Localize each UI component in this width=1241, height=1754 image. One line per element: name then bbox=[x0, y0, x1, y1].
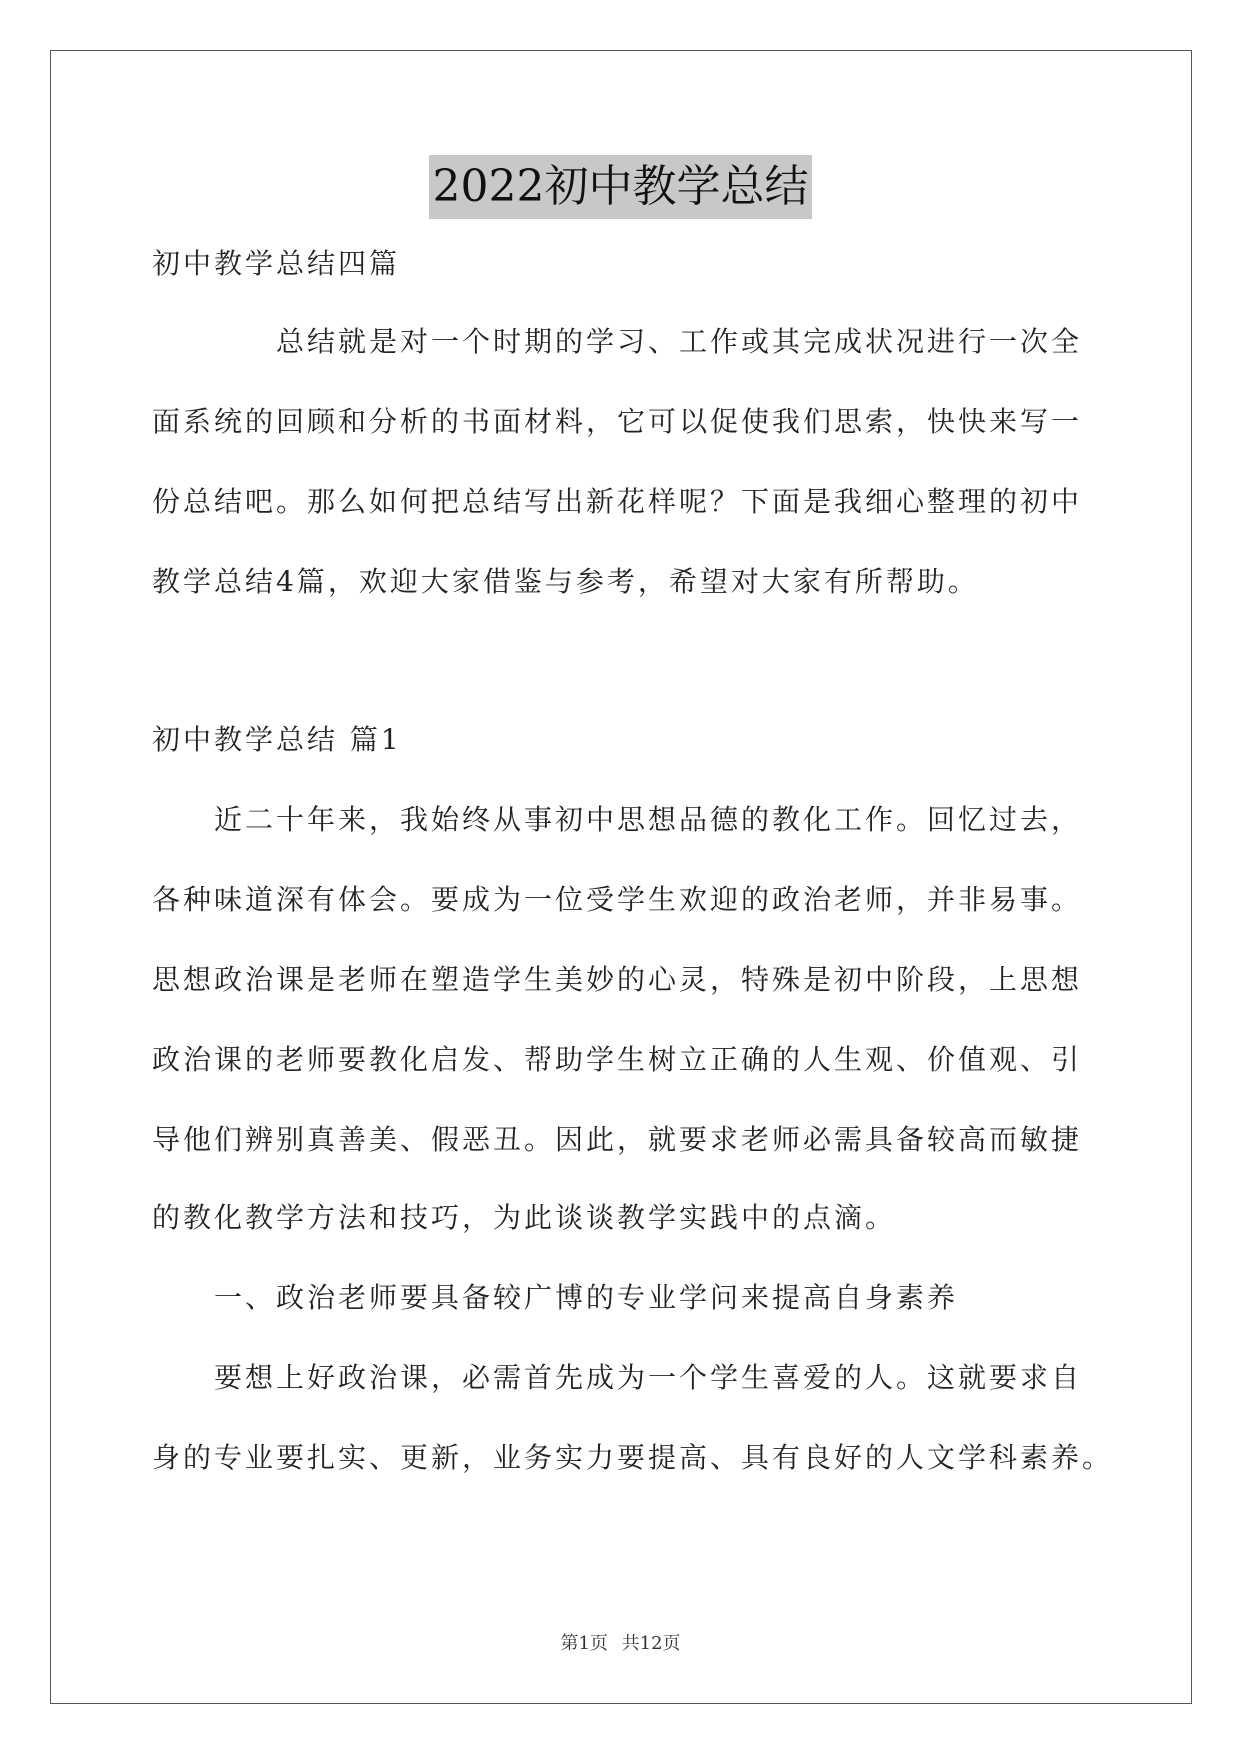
text-line: 各种味道深有体会。要成为一位受学生欢迎的政治老师，并非易事。 bbox=[152, 883, 1083, 916]
text-line: 要想上好政治课，必需首先成为一个学生喜爱的人。这就要求自 bbox=[152, 1361, 1083, 1394]
subtitle: 初中教学总结四篇 bbox=[152, 247, 401, 280]
text-line: 面系统的回顾和分析的书面材料，它可以促使我们思索，快快来写一 bbox=[152, 405, 1083, 438]
text-line: 近二十年来，我始终从事初中思想品德的教化工作。回忆过去， bbox=[152, 803, 1083, 836]
document-title: 2022初中教学总结 bbox=[429, 155, 813, 219]
text-line: 思想政治课是老师在塑造学生美妙的心灵，特殊是初中阶段，上思想 bbox=[152, 963, 1083, 996]
section-heading: 初中教学总结 篇1 bbox=[152, 723, 402, 756]
text-line: 总结就是对一个时期的学习、工作或其完成状况进行一次全 bbox=[152, 325, 1083, 358]
text-line: 的教化教学方法和技巧，为此谈谈教学实践中的点滴。 bbox=[152, 1201, 897, 1234]
title-container bbox=[0, 155, 1241, 219]
text-line: 份总结吧。那么如何把总结写出新花样呢？下面是我细心整理的初中 bbox=[152, 485, 1083, 518]
page-number: 第1页 bbox=[560, 1633, 608, 1654]
text-line: 导他们辨别真善美、假恶丑。因此，就要求老师必需具备较高而敏捷 bbox=[152, 1123, 1083, 1156]
text-line: 身的专业要扎实、更新，业务实力要提高、具有良好的人文学科素养。 bbox=[152, 1441, 1114, 1474]
text-line: 教学总结4篇，欢迎大家借鉴与参考，希望对大家有所帮助。 bbox=[152, 565, 979, 598]
page-total: 共12页 bbox=[621, 1633, 681, 1654]
page-footer bbox=[0, 1632, 1241, 1656]
subsection-heading: 一、政治老师要具备较广博的专业学问来提高自身素养 bbox=[152, 1281, 959, 1314]
text-line: 政治课的老师要教化启发、帮助学生树立正确的人生观、价值观、引 bbox=[152, 1043, 1083, 1076]
